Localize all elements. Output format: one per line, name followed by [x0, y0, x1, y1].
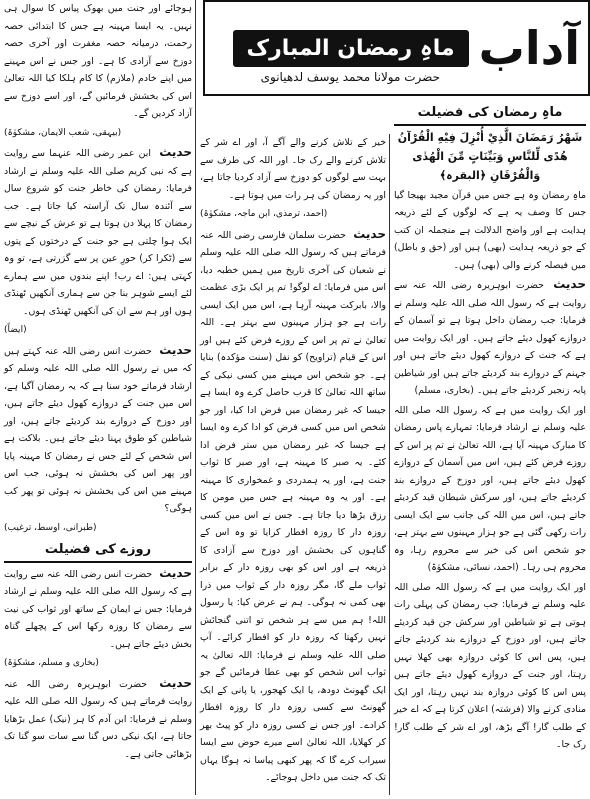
reference: (طبرانی، اوسط، ترغیب) [4, 522, 97, 533]
verse-translation: ماہِ رمضان وہ ہے جس میں قرآن مجید بھیجا گیا جس کا وصف یہ ہے کہ لوگوں کے لئے ذریعہ ہدایت ہے اور واضح الدلالت ہے منجملہ ان کتب کے جو ذریعہ ہدایت (بھی) ہیں اور (حق و باطل) میں فیصلہ کرنے والی (بھی) ہیں۔ [394, 189, 586, 271]
hadith-block [4, 342, 192, 518]
reference: (ایضاً) [4, 325, 27, 335]
hadith-block [4, 144, 192, 320]
hadith-text: حضرت سلمان فارسی رضی اللہ عنہ فرماتے ہیں کہ رسول اللہ صلی اللہ علیہ وسلم نے شعبان کی آخری تاریخ میں ہمیں خطبہ دیا، اس میں فرمایا: اے لوگو! تم پر ایک بڑی عظمت والا، بابرکت مہینہ آرہا ہے، اس میں ایک ایسی رات ہے جو ہزار مہینوں سے بہتر ہے۔ اللہ تعالیٰ نے تم پر اس کے روزے فرض کئے ہیں اور اس کے قیام (تراویح) کو نفل (سنت مؤکدہ) بنایا ہے۔ جو شخص اس مہینے میں کسی نیکی کے ساتھ اللہ تعالیٰ کا قرب حاصل کرے وہ ایسا ہے جیسا کہ غیر رمضان میں فرض ادا کیا، اور جو شخص اس میں کسی فرض کو ادا کرے وہ ایسا ہے جیسا کہ غیر رمضان میں ستر فرض ادا کئے۔ یہ صبر کا مہینہ ہے، اور صبر کا ثواب جنت ہے، اور یہ ہمدردی و غمخواری کا مہینہ ہے۔ اور یہ وہ مہینہ ہے جس میں مومن کا رزق بڑھا دیا جاتا ہے۔ جس نے اس میں کسی روزہ دار کا روزہ افطار کرایا تو وہ اس کے گناہوں کی بخشش اور دوزخ سے آزادی کا ذریعہ ہے اور اس کو بھی روزہ دار کے برابر ثواب ملے گا، مگر روزہ دار کے ثواب میں ذرا بھی کمی نہ ہوگی۔ ہم نے عرض کیا: یا رسول اللہ! ہم میں سے ہر شخص تو اتنی گنجائش نہیں رکھتا کہ روزہ دار کو افطار کرائے۔ آپ صلی اللہ علیہ وسلم نے فرمایا: اللہ تعالیٰ یہ ثواب اس شخص کو بھی عطا فرمائیں گے جو ایک گھونٹ دودھ، یا ایک کھجور، یا پانی کے ایک گھونٹ سے کسی روزہ دار کا روزہ افطار کرادے۔ اور جس نے کسی روزہ دار کو پیٹ بھر کر کھلایا، اللہ تعالیٰ اسے میرے حوض سے ایسا سیراب کرے گا کہ پھر کبھی پیاسا نہ ہوگا یہاں تک کہ جنت میں داخل ہوجائے۔ [200, 229, 386, 783]
reference: (احمد، ترمذی، ابن ماجہ، مشکوٰۃ) [200, 209, 328, 219]
hadith-label: حدیث [553, 277, 586, 291]
hadith-label: حدیث [353, 226, 386, 241]
paragraph: ہوجائے اور جنت میں بھوک پیاس کا سوال ہی نہیں۔ یہ ایسا مہینہ ہے جس کا ابتدائی حصہ رحمت، درمیانہ حصہ مغفرت اور آخری حصہ دوزخ سے آزادی کا ہے۔ اور جس نے اس مہینے میں اپنے خادم (ملازم) کا کام ہلکا کیا اللہ تعالیٰ اس کی بخشش فرمائیں گے، اور اسے دوزخ سے آزاد کردیں گے۔ [4, 3, 192, 119]
hadith-block [4, 675, 192, 764]
paragraph: خیر کے تلاش کرنے والے آگے آ، اور اے شر کے تلاش کرنے والے رک جا۔ اور اللہ کی طرف سے بہت سے لوگوں کو دوزخ سے آزاد کردیا جاتا ہے، اور یہ رمضان کی ہر رات میں ہوتا ہے۔ [200, 137, 386, 201]
column-middle [196, 134, 390, 795]
hadith-text: حضرت انس رضی اللہ عنہ سے روایت ہے کہ رسول اللہ صلی اللہ علیہ وسلم نے ارشاد فرمایا: جس نے ایمان کے ساتھ اور ثواب کی نیت سے رمضان کا روزہ رکھا اس کے پچھلے گناہ بخش دیئے جاتے ہیں۔ [4, 568, 192, 650]
hadith-block [200, 226, 386, 787]
paragraph: اور ایک روایت میں ہے کہ رسول اللہ صلی اللہ علیہ وسلم نے فرمایا: جب رمضان کی پہلی رات ہوتی ہے تو شیاطین اور سرکش جن قید کردیئے جاتے ہیں، اور دوزخ کے دروازے بند کردیئے جاتے ہیں، پس اس کا کوئی دروازہ بھی کھلا نہیں رہتا، اور جنت کے دروازے کھول دیئے جاتے ہیں پس اس کا کوئی دروازہ بند نہیں رہتا، اور ایک منادی کرنے والا (فرشتہ) اعلان کرتا ہے کہ اے خیر کے طلب گار! آگے بڑھ، اور اے شر کے طلب گار! رک جا۔ [394, 581, 586, 750]
author-name: حضرت مولانا محمد یوسف لدھیانوی [260, 70, 440, 84]
hadith-text: حضرت انس رضی اللہ عنہ کہتے ہیں کہ میں نے رسول اللہ صلی اللہ علیہ وسلم کو ارشاد فرماتے خود سنا ہے کہ یہ رمضان آگیا ہے، اس میں جنت کے دروازے کھول دیئے جاتے ہیں، اور دوزخ کے دروازے بند کردیئے جاتے ہیں، اور شیاطین کو طوق پہنا دیئے جاتے ہیں۔ بلاکت ہے اس شخص کے لئے جس نے رمضان کا مہینہ پایا اور پھر اس کی بخشش نہ ہوئی، جب اس مہینے میں اس کی بخشش نہ ہوئی تو پھر کب ہوگی؟ [4, 345, 192, 514]
hadith-label: حدیث [159, 145, 192, 159]
hadith-label: حدیث [159, 675, 192, 690]
hadith-label: حدیث [159, 342, 193, 357]
column-left [0, 0, 196, 795]
ramadan-title-box: ماہِ رمضان المبارک [233, 30, 469, 67]
paragraph: اور ایک روایت میں ہے کہ رسول اللہ صلی اللہ علیہ وسلم نے ارشاد فرمایا: تمہارے پاس رمضان کا مبارک مہینہ آیا ہے، اللہ تعالیٰ نے تم پر اس کے روزے فرض کئے ہیں، اس میں آسمان کے دروازے کھول دیئے جاتے ہیں، اور دوزخ کے دروازے بند کردیئے جاتے ہیں، اور سرکش شیطان قید کردیئے جاتے ہیں، اس میں اللہ کی جانب سے ایک ایسی رات رکھی گئی ہے جو ہزار مہینوں سے بہتر ہے، جو شخص اس کی خیر سے محروم رہا، وہ محروم ہی رہا۔ (احمد، نسائی، مشکوٰۃ) [394, 404, 586, 573]
hadith-text: حضرت ابوہریرہ رضی اللہ عنہ سے روایت ہے کہ رسول اللہ صلی اللہ علیہ وسلم نے فرمایا: جب رمضان داخل ہوتا ہے تو آسمان کے دروازے کھول دیئے جاتے ہیں۔ اور ایک روایت میں ہے کہ جنت کے دروازے کھول دیئے جاتے ہیں اور جہنم کے دروازے بند کردیئے جاتے ہیں اور شیاطین پابہ زنجیر کردیئے جاتے ہیں۔ (بخاری، مسلم) [394, 280, 586, 396]
quran-verse: شَهْرُ رَمَضَانَ الَّذِيْ أُنْزِلَ فِيْهِ الْقُرْآنُ هُدًى لِّلنَّاسِ وَبَيِّنَاتٍ مِّنَ الْهُدٰى وَالْفُرْقَانِ ﴿البقرہ﴾ [397, 130, 583, 182]
heading-ramadan-virtue: ماہِ رمضان کی فضیلت [394, 104, 586, 126]
hadith-text: حضرت ابوہریرہ رضی اللہ عنہ روایت فرماتے ہیں کہ رسول اللہ صلی اللہ علیہ وسلم نے فرمایا: ابن آدم کا ہر (نیک) عمل بڑھایا جاتا ہے، ایک نیکی دس گنا سے سات سو گنا تک بڑھائی جاتی ہے۔ [4, 678, 192, 760]
hadith-label: حدیث [159, 565, 193, 580]
reference: (بیہقی، شعب الایمان، مشکوٰۃ) [4, 127, 122, 138]
column-right [390, 100, 590, 795]
section-title: آداب [478, 21, 580, 75]
heading-fasting-virtue: روزے کی فضیلت [4, 541, 192, 563]
hadith-text: ابن عمر رضی اللہ عنہما سے روایت ہے کہ نبی کریم صلی اللہ علیہ وسلم نے ارشاد فرمایا: رمضان کی خاطر جنت کو شروع سال سے آئندہ سال تک آراستہ کیا جاتا ہے۔ جب رمضان کا پہلا دن ہوتا ہے تو عرش کے نیچے سے ایک ہوا چلتی ہے جو جنت کے درختوں کے پتوں سے (ٹکرا کر) حورِ عین پر سے گزرتی ہے، تو وہ کہتی ہیں: اے رب! اپنے بندوں میں سے ہمارے لئے ایسے شوہر بنا جن سے ہماری آنکھیں ٹھنڈی ہوں اور ہم سے ان کی آنکھیں ٹھنڈی ہوں۔ [4, 148, 192, 317]
hadith-block [394, 276, 586, 400]
hadith-block [4, 565, 192, 654]
reference: (بخاری و مسلم، مشکوٰۃ) [4, 658, 99, 668]
